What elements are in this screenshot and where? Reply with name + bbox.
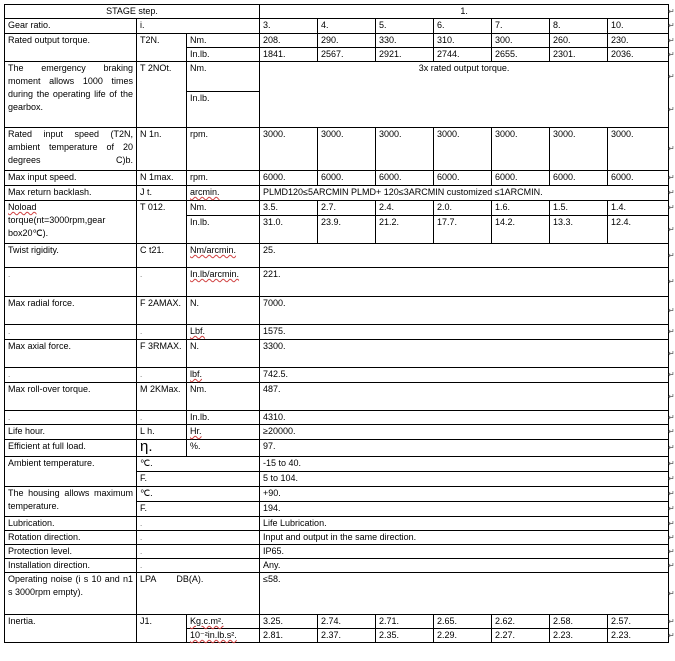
cell-value: 97. [260,440,669,457]
row-end-marker: ↵ [668,474,675,483]
cell-value: 6000. [376,171,434,186]
header-row [5,5,669,19]
cell-value: 2.35. [376,629,434,643]
cell-value: 300. [492,34,550,48]
cell-value: 6. [434,19,492,34]
row-unit [187,368,260,383]
cell-value: ≤58. [260,573,669,615]
row-end-marker: ↵ [668,36,675,45]
row-symbol: T2N. [137,34,187,62]
cell-value: 4310. [260,411,669,425]
row-end-marker: ↵ [668,413,675,422]
cell-value: 1.4. [608,201,669,216]
cell-value: 2.29. [434,629,492,643]
row-end-marker: ↵ [668,392,675,401]
row-end-marker: ↵ [668,547,675,556]
cell-value: 2.57. [608,615,669,629]
cell-value: 5. [376,19,434,34]
row-unit: Nm. [187,62,260,92]
cell-value: 2.62. [492,615,550,629]
unit-text: 10⁻²in.lb.s². [190,630,237,640]
row-label: Ambient temperature. [5,457,137,487]
row-label: The emergency braking moment allows 1000 times during the operating life of the gearbox. [5,62,137,128]
row-end-marker: ↵ [668,50,675,59]
row-end-marker: ↵ [668,427,675,436]
table-row [5,201,669,216]
row-end-marker: ↵ [668,203,675,212]
row-symbol: . [137,517,260,531]
row-end-marker: ↵ [668,105,675,114]
cell-value: 3. [260,19,318,34]
table-row [5,517,669,531]
row-label: Max roll-over torque. [5,383,137,411]
label-rest: torque(nt=3000rpm,gear box20℃). [8,215,106,238]
table-row [5,19,669,34]
cell-value: 1575. [260,325,669,340]
row-unit: rpm. [187,128,260,171]
table-row [5,531,669,545]
cell-value: 4. [318,19,376,34]
cell-value: 3000. [260,128,318,171]
row-end-marker: ↵ [668,370,675,379]
row-symbol: F. [137,472,260,487]
row-label: The housing allows maximum temperature. [5,487,137,517]
eta-symbol: η. [140,438,153,455]
cell-value: 21.2. [376,216,434,244]
row-end-marker: ↵ [668,459,675,468]
row-symbol: N 1max. [137,171,187,186]
cell-value: 310. [434,34,492,48]
row-label: . [5,325,137,340]
row-end-marker: ↵ [668,251,675,260]
cell-value: 2301. [550,48,608,62]
row-unit [187,325,260,340]
cell-value: 3000. [550,128,608,171]
row-label: Max axial force. [5,340,137,368]
table-row [5,128,669,171]
row-end-marker: ↵ [668,561,675,570]
table-row [5,425,669,440]
cell-value: 7000. [260,297,669,325]
row-symbol: . [137,325,187,340]
cell-value: 3x rated output torque. [260,62,669,128]
row-end-marker: ↵ [668,631,675,640]
row-symbol: LPA DB(A). [137,573,260,615]
row-unit: rpm. [187,171,260,186]
cell-value: ≥20000. [260,425,669,440]
table-row [5,573,669,615]
cell-value: 3000. [318,128,376,171]
row-label: Rated input speed (T2N, ambient temperature of 20 degrees C)b. [5,128,137,171]
cell-value: 2655. [492,48,550,62]
unit-text: Kg.c.m². [190,616,224,626]
cell-value: 6000. [550,171,608,186]
table-row [5,34,669,48]
table-row [5,62,669,92]
row-end-marker: ↵ [668,443,675,452]
row-unit [187,629,260,643]
table-row [5,615,669,629]
stage-value: 1. [260,5,669,19]
cell-value: 5 to 104. [260,472,669,487]
row-symbol: F 3RMAX. [137,340,187,368]
row-label: Efficient at full load. [5,440,137,457]
cell-value: 7. [492,19,550,34]
row-label: Installation direction. [5,559,137,573]
row-unit: N. [187,340,260,368]
row-unit [187,186,260,201]
row-label: Life hour. [5,425,137,440]
row-end-marker: ↵ [668,349,675,358]
row-label: . [5,268,137,297]
row-label: Inertia. [5,615,137,643]
row-unit [187,425,260,440]
cell-value: Life Lubrication. [260,517,669,531]
row-symbol: T 2NOt. [137,62,187,128]
cell-value: 1.5. [550,201,608,216]
cell-value: 6000. [608,171,669,186]
cell-value: 13.3. [550,216,608,244]
row-label: Operating noise (i s 10 and n1 s 3000rpm empty). [5,573,137,615]
cell-value: 12.4. [608,216,669,244]
unit-text: In.lb/arcmin. [190,269,240,279]
row-unit: N. [187,297,260,325]
cell-value: 1.6. [492,201,550,216]
cell-value: 14.2. [492,216,550,244]
row-symbol: C t21. [137,244,187,268]
cell-value: 6000. [318,171,376,186]
cell-value: PLMD120≤5ARCMIN PLMD+ 120≤3ARCMIN customized ≤1ARCMIN. [260,186,669,201]
row-unit: Nm. [187,383,260,411]
row-end-marker: ↵ [668,519,675,528]
cell-value: 487. [260,383,669,411]
cell-value: 230. [608,34,669,48]
cell-value: 330. [376,34,434,48]
row-symbol: F 2AMAX. [137,297,187,325]
row-unit: In.lb. [187,216,260,244]
row-label: Max radial force. [5,297,137,325]
row-end-marker: ↵ [668,188,675,197]
row-label: Max return backlash. [5,186,137,201]
cell-value: 2.27. [492,629,550,643]
cell-value: IP65. [260,545,669,559]
row-symbol: i. [137,19,260,34]
cell-value: Any. [260,559,669,573]
row-end-marker: ↵ [668,173,675,182]
cell-value: 10. [608,19,669,34]
cell-value: 2.71. [376,615,434,629]
row-label: . [5,368,137,383]
row-unit [187,268,260,297]
row-symbol: J t. [137,186,187,201]
cell-value: 2.4. [376,201,434,216]
cell-value: 6000. [260,171,318,186]
stage-label: STAGE step. [5,5,260,19]
table-row [5,171,669,186]
row-end-marker: ↵ [668,72,675,81]
cell-value: 2744. [434,48,492,62]
cell-value: -15 to 40. [260,457,669,472]
cell-value: 2567. [318,48,376,62]
cell-value: 2.23. [550,629,608,643]
table-row [5,268,669,297]
table-row [5,368,669,383]
row-unit: In.lb. [187,411,260,425]
table-row [5,297,669,325]
cell-value: Input and output in the same direction. [260,531,669,545]
row-label: Rotation direction. [5,531,137,545]
row-symbol: T 012. [137,201,187,244]
row-end-marker: ↵ [668,504,675,513]
row-unit: %. [187,440,260,457]
cell-value: 25. [260,244,669,268]
row-label: Lubrication. [5,517,137,531]
cell-value: 2036. [608,48,669,62]
row-label: Protection level. [5,545,137,559]
row-symbol: . [137,531,260,545]
row-label: Gear ratio. [5,19,137,34]
cell-value: 6000. [434,171,492,186]
row-end-marker: ↵ [668,277,675,286]
row-unit: In.lb. [187,92,260,128]
unit-text: Lbf. [190,326,206,336]
cell-value: 290. [318,34,376,48]
cell-value: 3000. [434,128,492,171]
cell-value: 3000. [492,128,550,171]
row-unit [187,244,260,268]
unit-text: Nm/arcmin. [190,245,237,255]
spec-table [4,4,669,643]
cell-value: +90. [260,487,669,502]
cell-value: 2.23. [608,629,669,643]
row-end-marker: ↵ [668,144,675,153]
cell-value: 2.74. [318,615,376,629]
row-symbol: . [137,411,187,425]
row-symbol: . [137,559,260,573]
table-row [5,244,669,268]
cell-value: 2.81. [260,629,318,643]
row-symbol: N 1n. [137,128,187,171]
cell-value: 2.7. [318,201,376,216]
cell-value: 194. [260,502,669,517]
cell-value: 742.5. [260,368,669,383]
table-row [5,340,669,368]
unit-text: Hr. [190,426,202,436]
label-underlined: Noload [8,202,37,212]
table-row [5,383,669,411]
spec-document [4,4,668,643]
cell-value: 3.25. [260,615,318,629]
row-unit: Nm. [187,201,260,216]
row-symbol: J1. [137,615,187,643]
cell-value: 2.37. [318,629,376,643]
cell-value: 3300. [260,340,669,368]
row-symbol: F. [137,502,260,517]
table-row [5,186,669,201]
row-end-marker: ↵ [668,21,675,30]
cell-value: 2921. [376,48,434,62]
cell-value: 208. [260,34,318,48]
row-label: Max input speed. [5,171,137,186]
cell-value: 2.0. [434,201,492,216]
row-end-marker: ↵ [668,327,675,336]
row-label: . [5,411,137,425]
row-symbol: ℃. [137,457,260,472]
table-row [5,457,669,472]
row-label: Twist rigidity. [5,244,137,268]
cell-value: 31.0. [260,216,318,244]
table-row [5,545,669,559]
cell-value: 6000. [492,171,550,186]
row-end-marker: ↵ [668,225,675,234]
row-end-marker: ↵ [668,306,675,315]
unit-text: arcmin. [190,187,220,197]
cell-value: 2.65. [434,615,492,629]
cell-value: 260. [550,34,608,48]
row-label [5,201,137,244]
row-end-marker: ↵ [668,589,675,598]
cell-value: 8. [550,19,608,34]
row-symbol: L h. [137,425,187,440]
row-unit: In.lb. [187,48,260,62]
row-end-marker: ↵ [668,489,675,498]
cell-value: 2.58. [550,615,608,629]
table-row [5,411,669,425]
row-symbol: M 2KMax. [137,383,187,411]
cell-value: 3000. [608,128,669,171]
row-unit: Nm. [187,34,260,48]
row-symbol: . [137,545,260,559]
cell-value: 1841. [260,48,318,62]
table-row [5,325,669,340]
cell-value: 17.7. [434,216,492,244]
table-row [5,559,669,573]
row-label: Rated output torque. [5,34,137,62]
cell-value: 3000. [376,128,434,171]
row-end-marker: ↵ [668,7,675,16]
row-symbol: ℃. [137,487,260,502]
row-symbol [137,440,187,457]
row-symbol: . [137,268,187,297]
cell-value: 23.9. [318,216,376,244]
cell-value: 3.5. [260,201,318,216]
row-unit [187,615,260,629]
unit-text: lbf. [190,369,203,379]
table-row [5,487,669,502]
row-end-marker: ↵ [668,533,675,542]
row-end-marker: ↵ [668,617,675,626]
row-symbol: . [137,368,187,383]
cell-value: 221. [260,268,669,297]
table-row [5,440,669,457]
